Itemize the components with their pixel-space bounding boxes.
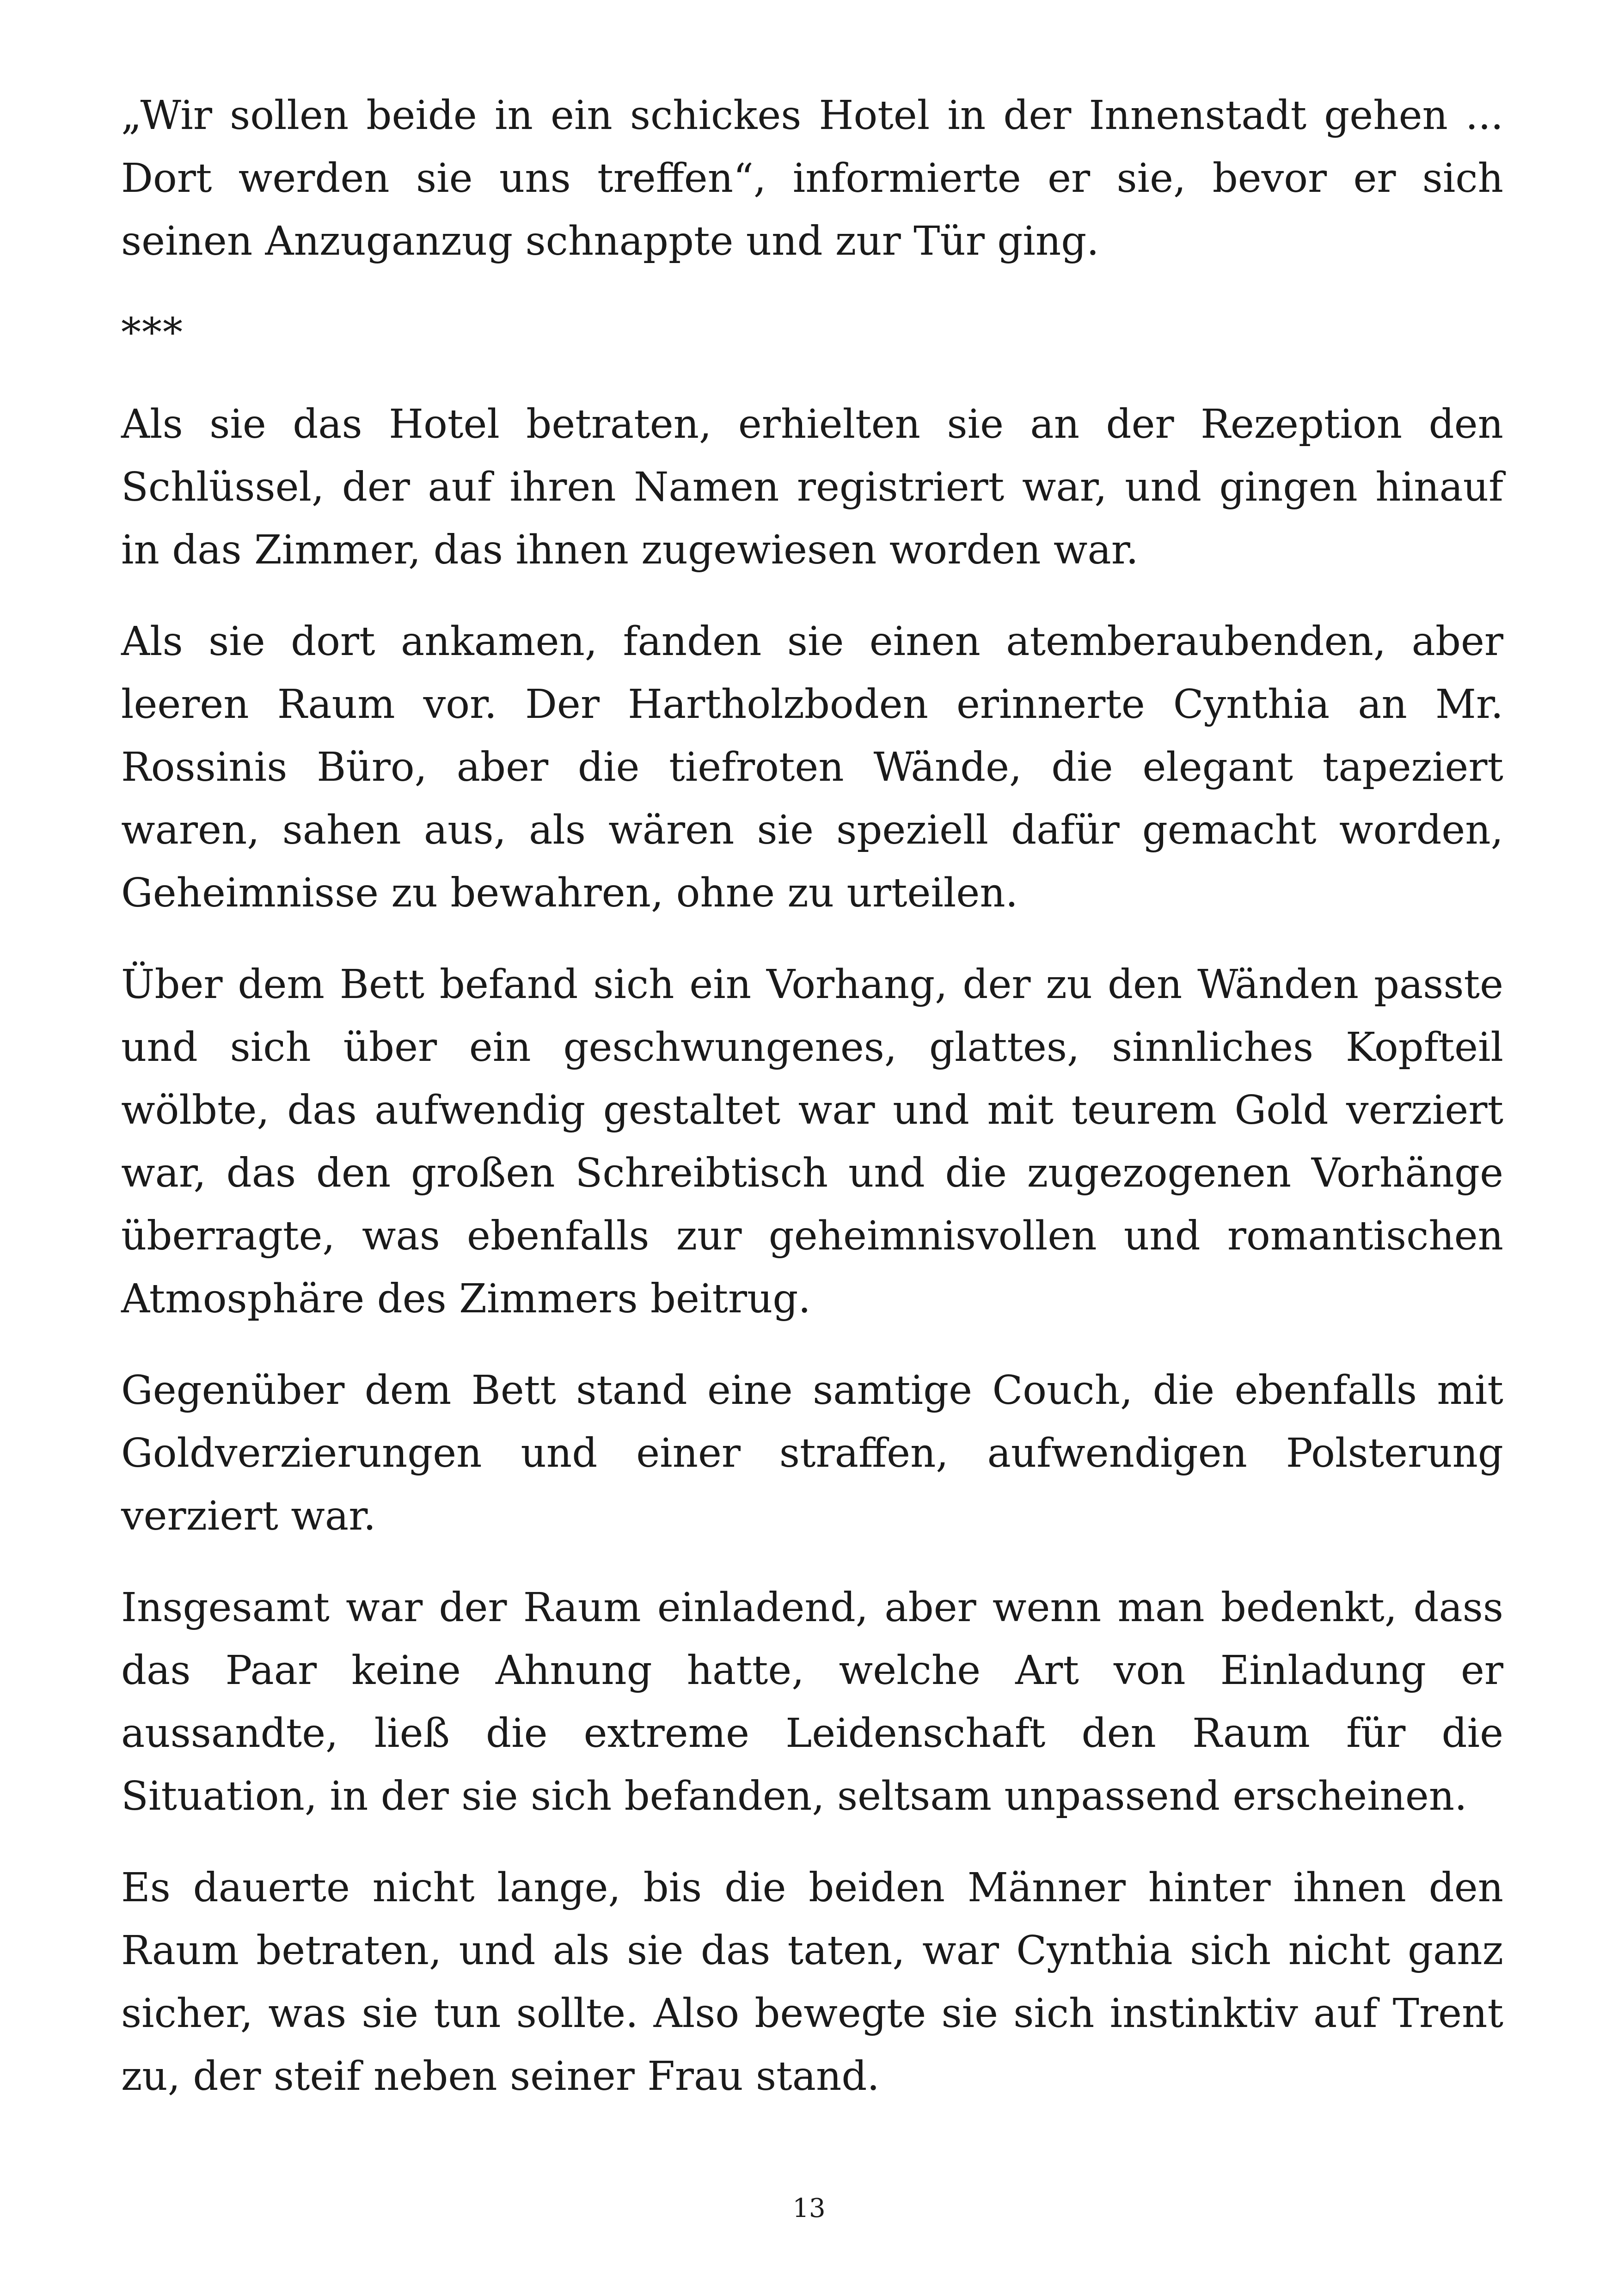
- page-number: 13: [792, 2193, 826, 2223]
- paragraph-4: Über dem Bett befand sich ein Vorhang, der zu den Wänden passte und sich über ein geschwungenes, glattes, sinnliches Kopfteil wölbte, das aufwendig gestaltet war und mit teurem Gold verziert war, das den großen Schreibtisch und die zugezogenen Vorhänge überragte, was ebenfalls zur geheimnisvollen und romantischen Atmosphäre des Zimmers beitrug.: [121, 961, 1503, 1322]
- body-text: [121, 84, 1503, 2137]
- scene-break: ***: [121, 310, 184, 356]
- paragraph-6: Insgesamt war der Raum einladend, aber wenn man bedenkt, dass das Paar keine Ahnung hatte, welche Art von Einladung er aussandte, ließ die extreme Leidenschaft den Raum für die Situation, in der sie sich befanden, seltsam unpassend erscheinen.: [121, 1585, 1503, 1819]
- paragraph-7: Es dauerte nicht lange, bis die beiden Männer hinter ihnen den Raum betraten, und als sie das taten, war Cynthia sich nicht ganz sicher, was sie tun sollte. Also bewegte sie sich instinktiv auf Trent zu, der steif neben seiner Frau stand.: [121, 1865, 1503, 2100]
- paragraph-1: „Wir sollen beide in ein schickes Hotel in der Innenstadt gehen ... Dort werden sie uns treffen“, informierte er sie, bevor er sich seinen Anzuganzug schnappte und zur Tür ging.: [121, 92, 1503, 264]
- paragraph-3: Als sie dort ankamen, fanden sie einen atemberaubenden, aber leeren Raum vor. Der Hartholzboden erinnerte Cynthia an Mr. Rossinis Büro, aber die tiefroten Wände, die elegant tapeziert waren, sahen aus, als wären sie speziell dafür gemacht worden, Geheimnisse zu bewahren, ohne zu urteilen.: [121, 618, 1503, 916]
- paragraph-2: Als sie das Hotel betraten, erhielten sie an der Rezeption den Schlüssel, der auf ihren Namen registriert war, und gingen hinauf in das Zimmer, das ihnen zugewiesen worden war.: [121, 401, 1503, 573]
- paragraph-5: Gegenüber dem Bett stand eine samtige Couch, die ebenfalls mit Goldverzierungen und einer straffen, aufwendigen Polsterung verziert war.: [121, 1367, 1503, 1539]
